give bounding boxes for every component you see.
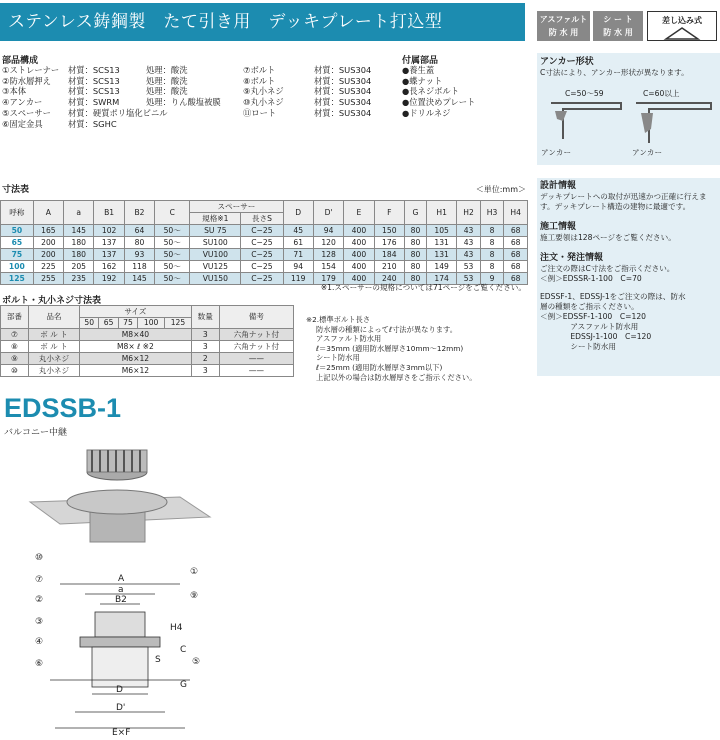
svg-text:②: ② [35,595,44,605]
anchor-shape-panel: アンカー形状 C寸法により、アンカー形状が異なります。 C=50〜59 C=60以上 アンカー アンカー [537,53,720,165]
arrow-up-icon [662,27,702,41]
svg-text:⑤: ⑤ [192,657,201,667]
table-row: 50 165 145 102 64 50〜 SU 75 C−25 45 94 400 150 80 105 43 8 68 [1,225,528,237]
product-title: EDSSB-1 [4,393,122,423]
svg-text:G: G [180,680,187,690]
bolt-table: 部番 品名 サイズ 数量 備考 50 65 75 100 125 ⑦ ボ ル ト M8×40 3 六角ナット付 ⑧ ボ ル ト M8× ℓ ※2 3 六角ナット付 ⑨ 丸小ネジ M6×12 2 —— ⑩ 丸小ネジ M6×12 3 —— [0,305,294,377]
bolt-table-section [0,296,300,377]
svg-text:③: ③ [35,617,44,627]
table-row: 125 255 235 192 145 50〜 VU150 C−25 119 179 400 240 80 174 53 9 68 [1,273,528,285]
table-row: 100 225 205 162 118 50〜 VU125 C−25 94 154 400 210 80 149 53 8 68 [1,261,528,273]
parts-heading: 部品構成 [2,56,39,66]
table-row: ⑧ ボ ル ト M8× ℓ ※2 3 六角ナット付 [1,340,294,352]
svg-text:D: D [116,685,123,695]
product-photo [20,442,220,547]
dimension-table-section [0,185,530,292]
dimension-note: ※1.スペーサーの規格については71ページをご覧ください。 [320,283,526,292]
table-row: ⑦ ボ ル ト M8×40 3 六角ナット付 [1,328,294,340]
parts-names-2: ⑦ボルト ⑧ボルト ⑨丸小ネジ ⑩丸小ネジ ⑪ロート [243,65,284,118]
parts-treatment: 処理：酸洗 処理：酸洗 処理：酸洗 処理：りん酸塩被膜 [146,65,221,108]
section-drawing [30,552,220,737]
page-header: ステンレス鋳鋼製 たて引き用 デッキプレート打込型 [0,3,525,41]
svg-text:⑦: ⑦ [35,575,44,585]
svg-text:A: A [118,574,125,584]
table-row: 65 200 180 137 80 50〜 SU100 C−25 61 120 400 176 80 131 43 8 68 [1,237,528,249]
parts-materials-2: 材質：SUS304 材質：SUS304 材質：SUS304 材質：SUS304 材質：SUS304 [314,65,372,118]
svg-text:⑥: ⑥ [35,659,44,669]
unit-label: ＜単位:mm＞ [475,185,526,194]
svg-text:a: a [118,585,124,595]
bolt-length-note: ※2.標準ボルト長さ 防水層の種類によってℓ寸法が異なります。 アスファルト防水用 ℓ＝35mm (適用防水層厚さ10mm〜12mm) シート防水用 ℓ＝25mm (適用防水層厚さ3mm以下) 上記以外の場合は防水層厚さをご指示ください。 [306,315,477,382]
dimension-table: 呼称 A a B1 B2 C スペーサー D D' E F G H1 H2 H3 H4 規格※1 長さS 50 165 145 102 64 50〜 SU 75 C−25 45 94 400 150 80 105 43 8 68 65 200 180 137 80 50〜 SU100 C−25 61 120 400 176 80 131 43 8 68 75 200 180 137 93 50〜 VU100 C−25 71 128 400 184 80 131 43 8 68 100 225 205 162 118 50〜 VU125 C−25 94 154 400 210 80 149 53 8 68 125 255 235 192 145 50〜 VU150 C−25 119 179 400 240 80 174 53 9 68 [0,200,528,285]
insert-badge: 差し込み式 [647,11,717,41]
asphalt-badge: アスファルト 防 水 用 [537,11,590,41]
parts-materials: 材質：SCS13 材質：SCS13 材質：SCS13 材質：SWRM 材質：硬質ポリ塩化ビニル 材質：SGHC [68,65,168,129]
svg-text:S: S [155,655,161,665]
bolt-heading: ボルト・丸小ネジ寸法表 [2,296,102,306]
svg-text:B2: B2 [115,595,127,605]
svg-text:E×F: E×F [112,728,131,737]
svg-text:⑨: ⑨ [190,591,199,601]
svg-text:C: C [180,645,187,655]
sheet-badge: シ ー ト 防 水 用 [593,11,643,41]
svg-text:④: ④ [35,637,44,647]
dimension-heading: 寸法表 [2,185,30,195]
svg-text:⑩: ⑩ [35,553,44,563]
product-subtitle: バルコニー中継 [4,428,68,438]
info-panel: 設計情報 デッキプレートへの取付が迅速かつ正確に行えます。デッキプレート構造の建物に最適です。 施工情報 施工要領は128ページをご覧ください。 注文・発注情報 ご注文の際はC寸法をご指示ください。 ＜例＞EDSSR-1-100 C=70 EDSSF-1、EDSSJ-1をご注文の際は、防水 層の種類をご指示ください。 ＜例＞EDSSF-1-100 C=120 アスファルト防水用 EDSSJ-1-100 C=120 シート防水用 [537,178,720,376]
svg-text:D': D' [116,703,126,713]
accessory-list: ●養生蓋 ●蝶ナット ●長ネジボルト ●位置決めプレート ●ドリルネジ [402,65,476,118]
table-row: ⑨ 丸小ネジ M6×12 2 —— [1,352,294,364]
svg-text:H4: H4 [170,623,183,633]
svg-text:①: ① [190,567,199,577]
anchor-diagram [541,99,716,147]
table-row: 75 200 180 137 93 50〜 VU100 C−25 71 128 400 184 80 131 43 8 68 [1,249,528,261]
parts-names: ①ストレーナー ②防水層押え ③本体 ④アンカー ⑤スペーサー ⑥固定金具 [2,65,60,129]
table-row: ⑩ 丸小ネジ M6×12 3 —— [1,364,294,376]
accessory-heading: 付属部品 [402,56,439,66]
